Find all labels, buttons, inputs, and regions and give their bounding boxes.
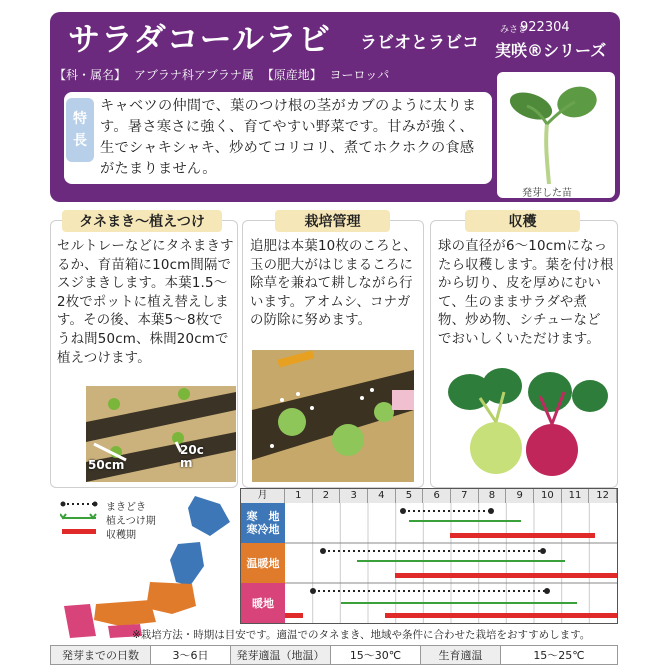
region-cold-name-2: 寒冷地 bbox=[246, 523, 280, 536]
month-2: 2 bbox=[313, 489, 341, 503]
series-ruby: みさき bbox=[500, 25, 528, 35]
cold-sowing-end bbox=[488, 508, 494, 514]
warm-sowing-start bbox=[310, 588, 316, 594]
month-6: 6 bbox=[423, 489, 451, 503]
origin-label: 【原産地】 bbox=[261, 68, 322, 82]
month-1: 1 bbox=[285, 489, 313, 503]
seedling-illustration bbox=[497, 72, 615, 198]
family-label: 【科・属名】 bbox=[54, 68, 127, 82]
origin-value: ヨーロッパ bbox=[329, 68, 390, 82]
seedling-caption: 発芽した苗 bbox=[522, 188, 572, 199]
legend-planting: 植えつけ期 bbox=[106, 516, 156, 527]
product-subtitle: ラビオとラビコ bbox=[360, 33, 479, 53]
temperate-sowing-start bbox=[320, 548, 326, 554]
cultivation-note: ※栽培方法・時期は目安です。適温でのタネまき、地域や条件に合わせた栽培をおすすめします。 bbox=[132, 629, 591, 641]
feature-tag-1: 特 bbox=[73, 111, 87, 127]
region-cold-name-1: 寒 地 bbox=[246, 510, 280, 523]
germination-days-value: 3〜6日 bbox=[151, 646, 231, 664]
month-3: 3 bbox=[340, 489, 368, 503]
series-name: 実咲®シリーズ bbox=[495, 41, 607, 60]
month-header-label: 月 bbox=[241, 489, 285, 503]
care-text: 追肥は本葉10枚のころと、玉の肥大がはじまるころに除草を兼ねて耕しながら行います。アオムシ、コナガの防除に努めます。 bbox=[250, 239, 417, 329]
region-temperate-name: 温暖地 bbox=[246, 556, 280, 570]
growth-temp-label: 生育適温 bbox=[421, 646, 501, 664]
harvest-title: 収穫 bbox=[465, 210, 580, 232]
cold-sowing-start bbox=[400, 508, 406, 514]
row-spacing-label: 50cm bbox=[88, 458, 125, 472]
month-12: 12 bbox=[589, 489, 617, 503]
plant-spacing-label: 20cm bbox=[180, 443, 204, 470]
region-cold bbox=[241, 503, 285, 543]
feature-tag-2: 長 bbox=[73, 133, 87, 149]
product-code: 922304 bbox=[520, 20, 570, 35]
month-8: 8 bbox=[479, 489, 507, 503]
germination-days-label: 発芽までの日数 bbox=[51, 646, 151, 664]
legend-harvest: 収穫期 bbox=[106, 530, 136, 541]
feature-tag bbox=[66, 98, 94, 162]
month-7: 7 bbox=[451, 489, 479, 503]
harvest-illustration bbox=[440, 362, 610, 482]
month-4: 4 bbox=[368, 489, 396, 503]
warm-sowing-end bbox=[544, 588, 550, 594]
cold-harvest-bar bbox=[450, 533, 595, 538]
germination-temp-value: 15〜30℃ bbox=[331, 646, 421, 664]
region-warm bbox=[241, 583, 285, 623]
month-10: 10 bbox=[534, 489, 562, 503]
feature-text: キャベツの仲間で、葉のつけ根の茎がカブのように太ります。暑さ寒さに強く、育てやすい野菜です。甘みが強く、生でシャキシャキ、炒めてコリコリ、煮てホクホクの食感がたまりません。 bbox=[100, 98, 477, 177]
region-temperate bbox=[241, 543, 285, 583]
temperate-sowing-end bbox=[540, 548, 546, 554]
month-5: 5 bbox=[396, 489, 424, 503]
temperate-harvest-bar bbox=[395, 573, 617, 578]
japan-map bbox=[60, 496, 235, 642]
care-title: 栽培管理 bbox=[275, 210, 390, 232]
care-illustration bbox=[252, 350, 414, 482]
germination-temp-label: 発芽適温（地温） bbox=[231, 646, 331, 664]
legend-sowing: まきどき bbox=[106, 502, 146, 513]
month-11: 11 bbox=[562, 489, 590, 503]
sowing-text: セルトレーなどにタネまきするか、育苗箱に10cm間隔でスジまきします。本葉1.5〜2枚でポットに植え替えします。その後、本葉5〜8枚でうね間50cm、株間20cmで植えつけます。 bbox=[57, 239, 234, 366]
product-title: サラダコールラビ bbox=[68, 20, 332, 58]
warm-harvest-bar-2 bbox=[385, 613, 617, 618]
seedling-photo bbox=[497, 72, 615, 198]
family-value: アブラナ科アブラナ属 bbox=[133, 68, 254, 82]
sowing-title: タネまき〜植えつけ bbox=[62, 210, 222, 232]
harvest-text: 球の直径が6〜10cmになったら収穫します。葉を付け根から切り、皮を厚めにむいて、生のままサラダや煮物、炒め物、シチューなどでおいしくいただけます。 bbox=[438, 239, 614, 347]
warm-harvest-bar-1 bbox=[285, 613, 303, 618]
growth-temp-value: 15〜25℃ bbox=[533, 649, 585, 662]
calendar bbox=[240, 488, 618, 624]
calendar-chart bbox=[285, 503, 617, 623]
month-9: 9 bbox=[506, 489, 534, 503]
region-warm-name: 暖地 bbox=[252, 596, 274, 610]
footer-table bbox=[50, 645, 618, 665]
